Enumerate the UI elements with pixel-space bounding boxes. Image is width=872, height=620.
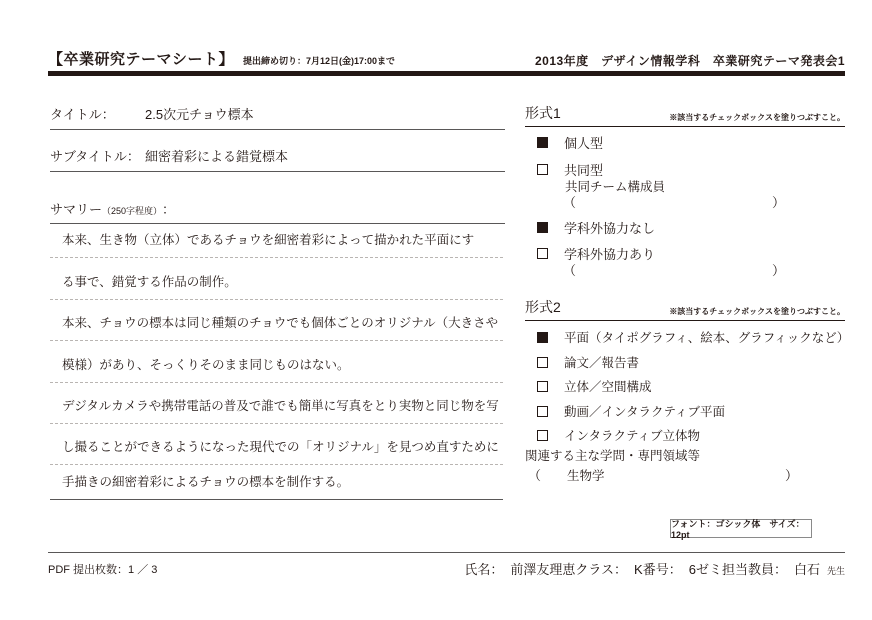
checkbox-no-external: [537, 222, 548, 233]
summary-label: サマリー: [50, 202, 103, 217]
format1-note: ※該当するチェックボックスを塗りつぶすこと。: [669, 113, 845, 122]
open-paren: （: [528, 468, 542, 483]
summary-line: デジタルカメラや携帯電話の普及で誰でも簡単に写真をとり実物と同じ物を写: [50, 383, 503, 424]
format2-option-video: [537, 402, 725, 420]
related-fields-value: [528, 465, 798, 484]
checkbox-video: [537, 406, 548, 417]
close-paren: ）: [771, 263, 785, 278]
subtitle-field: [50, 146, 505, 172]
title-value: 2.5次元チョウ標本: [145, 107, 254, 122]
checkbox-interactive: [537, 430, 548, 441]
summary-line: る事で、錯覚する作品の制作。: [50, 258, 503, 299]
format1-option-personal: [537, 133, 603, 152]
joint-members-label: 共同チーム構成員: [565, 180, 666, 194]
format2-note: ※該当するチェックボックスを塗りつぶすこと。: [669, 307, 845, 316]
sheet-title: 【卒業研究テーマシート】: [48, 51, 235, 68]
checkbox-label: 学科外協力なし: [564, 221, 656, 236]
checkbox-label: 学科外協力あり: [564, 247, 656, 262]
format1-header: [525, 103, 845, 127]
summary-body: [50, 217, 503, 500]
open-paren: （: [563, 263, 577, 278]
teacher-honorific: 先生: [826, 566, 845, 576]
title-field: [50, 104, 505, 130]
event-title: 2013年度 デザイン情報学科 卒業研究テーマ発表会1: [534, 54, 845, 68]
name-label: 氏名：: [464, 562, 504, 577]
close-paren: ）: [771, 195, 785, 210]
checkbox-external: [537, 248, 548, 259]
subtitle-value: 細密着彩による錯覚標本: [145, 149, 289, 164]
format2-option-flat: [537, 328, 849, 346]
summary-line: 模様）があり、そっくりそのまま同じものはない。: [50, 341, 503, 382]
external-blank: [563, 260, 785, 279]
teacher-label: ゼミ担当教員：: [695, 562, 787, 577]
summary-note: （250字程度）: [102, 206, 163, 216]
summary-line: 手描きの細密着彩によるチョウの標本を制作する。: [50, 465, 503, 500]
checkbox-label: 平面（タイポグラフィ、絵本、グラフィックなど）: [564, 331, 850, 345]
checkbox-label: 個人型: [564, 136, 604, 151]
format2-title: 形式2: [525, 299, 561, 315]
related-fields-label: 関連する主な学問・専門領域等: [525, 449, 701, 463]
summary-line: 本来、生き物（立体）であるチョウを細密着彩によって描かれた平面にす: [50, 217, 503, 258]
footer-rule: [48, 552, 845, 553]
open-paren: （: [563, 195, 577, 210]
checkbox-flat: [537, 332, 548, 343]
title-label: タイトル：: [50, 107, 115, 122]
teacher-value: 白石: [793, 562, 820, 577]
number-value: 6: [688, 562, 696, 577]
header-rule: [48, 71, 845, 76]
deadline-text: 提出締め切り：7月12日(金)17:00まで: [243, 56, 396, 66]
subtitle-label: サブタイトル：: [50, 149, 140, 164]
summary-colon: ：: [162, 202, 176, 217]
footer-student-info: [464, 559, 845, 578]
format1-option-no-external: [537, 218, 655, 237]
format1-title: 形式1: [525, 105, 561, 121]
font-note-box: フォント：ゴシック体 サイズ：12pt: [670, 519, 812, 538]
checkbox-label: 論文／報告書: [564, 356, 640, 370]
checkbox-personal: [537, 137, 548, 148]
checkbox-paper: [537, 357, 548, 368]
class-value: K: [634, 562, 643, 577]
related-field: 生物学: [567, 469, 605, 483]
checkbox-label: インタラクティブ立体物: [564, 429, 701, 443]
checkbox-label: 共同型: [564, 163, 604, 178]
close-paren: ）: [784, 468, 798, 483]
number-label: 番号：: [642, 562, 682, 577]
format2-option-interactive: [537, 426, 700, 444]
checkbox-joint: [537, 164, 548, 175]
class-label: クラス：: [575, 562, 628, 577]
name-value: 前澤友理恵: [510, 562, 576, 577]
sheet-header: [48, 48, 395, 69]
checkbox-label: 動画／インタラクティブ平面: [564, 405, 726, 419]
summary-line: し撮ることができるようになった現代での「オリジナル」を見つめ直すために: [50, 424, 503, 465]
joint-members-blank: [563, 192, 785, 211]
format2-option-3d: [537, 377, 652, 395]
checkbox-3d: [537, 381, 548, 392]
checkbox-label: 立体／空間構成: [564, 380, 652, 394]
pdf-pages-text: PDF 提出枚数：1 ／ 3: [48, 564, 158, 576]
format2-option-paper: [537, 353, 639, 371]
format2-header: [525, 297, 845, 321]
summary-line: 本来、チョウの標本は同じ種類のチョウでも個体ごとのオリジナル（大きさや: [50, 300, 503, 341]
